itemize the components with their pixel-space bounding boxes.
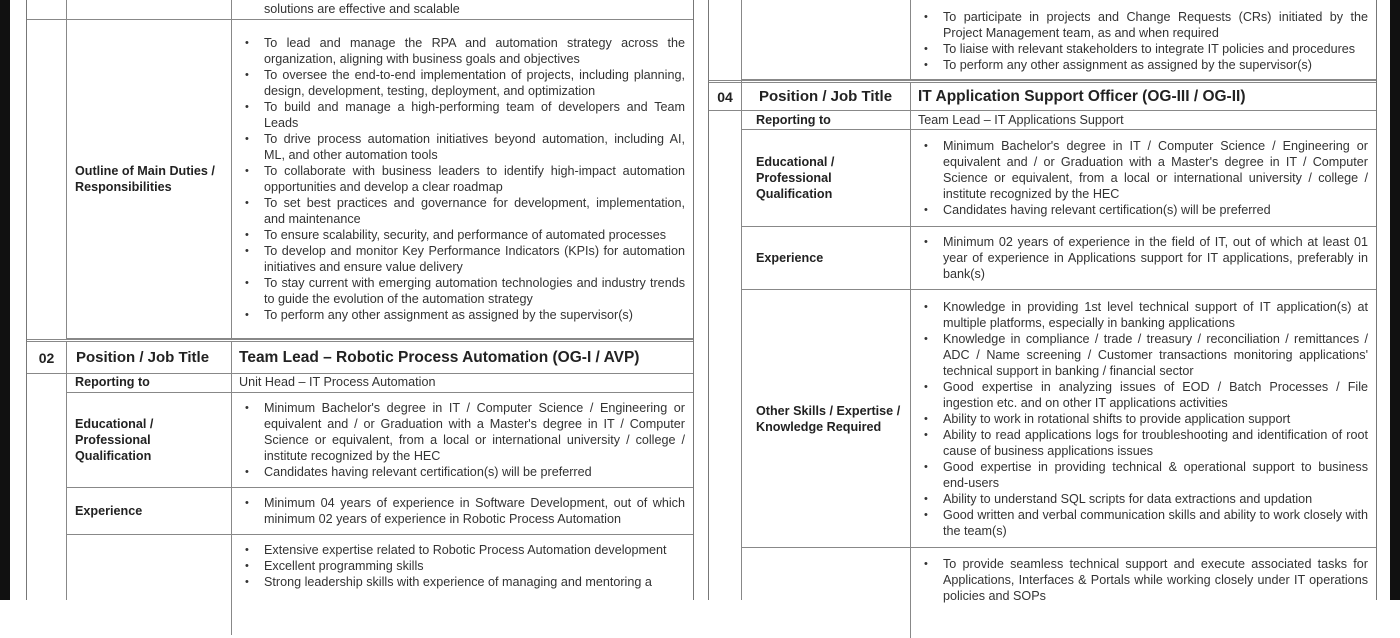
reporting-value: Team Lead – IT Applications Support bbox=[918, 112, 1124, 127]
experience-label: Experience bbox=[756, 251, 824, 265]
duty-item: • To build and manage a high-performing team of developers and Team Leads bbox=[264, 99, 685, 131]
skill-item: • Ability to understand SQL scripts for data extractions and updation bbox=[943, 491, 1368, 507]
prev-row bbox=[27, 0, 693, 20]
experience-content bbox=[231, 488, 693, 534]
left-job-table bbox=[26, 0, 694, 600]
education-item: • Minimum Bachelor's degree in IT / Computer Science / Engineering or equivalent and / or Graduation with a Master's degree in IT / Computer Science or equivalent, from a local or international university / college / institute recognized by the HEC bbox=[943, 138, 1368, 202]
skill-item: • Strong leadership skills with experience of managing and mentoring a bbox=[264, 574, 685, 590]
skills-content bbox=[231, 535, 693, 635]
skills-row bbox=[66, 535, 693, 635]
duty-item: • To collaborate with business leaders to identify high-impact automation opportunities and develop a clear roadmap bbox=[264, 163, 685, 195]
education-item: • Minimum Bachelor's degree in IT / Computer Science / Engineering or equivalent and / or Graduation with a Master's degree in IT / Computer Science or equivalent, from a local or international university / college / institute recognized by the HEC bbox=[264, 400, 685, 464]
experience-content bbox=[910, 227, 1376, 289]
skill-item: • Good written and verbal communication skills and ability to work closely with the team(s) bbox=[943, 507, 1368, 539]
education-content bbox=[231, 393, 693, 487]
duties-row bbox=[741, 548, 1376, 638]
education-content bbox=[910, 130, 1376, 226]
page-edge-left bbox=[0, 0, 10, 600]
position-title: IT Application Support Officer (OG-III / OG-II) bbox=[918, 87, 1246, 105]
prev-text: solutions are effective and scalable bbox=[264, 2, 460, 16]
duties-content bbox=[231, 20, 693, 338]
skill-item: • Excellent programming skills bbox=[264, 558, 685, 574]
duty-item: • To liaise with relevant stakeholders to integrate IT policies and procedures bbox=[943, 41, 1368, 57]
skill-item: • Ability to read applications logs for troubleshooting and identification of root cause of business applications issues bbox=[943, 427, 1368, 459]
duty-item: • To drive process automation initiatives beyond automation, including AI, ML, and other automation tools bbox=[264, 131, 685, 163]
page-edge-right bbox=[1390, 0, 1400, 600]
reporting-value: Unit Head – IT Process Automation bbox=[239, 375, 436, 389]
duty-item: • To participate in projects and Change Requests (CRs) initiated by the Project Management team, as and when required bbox=[943, 9, 1368, 41]
prev-content bbox=[910, 0, 1376, 79]
skills-row bbox=[741, 290, 1376, 548]
skill-item: • Extensive expertise related to Robotic Process Automation development bbox=[264, 542, 685, 558]
duty-item: • To perform any other assignment as assigned by the supervisor(s) bbox=[264, 307, 685, 323]
position-number: 02 bbox=[38, 349, 55, 366]
skill-item: • Good expertise in analyzing issues of EOD / Batch Processes / File ingestion etc. and on other IT applications activities bbox=[943, 379, 1368, 411]
experience-item: • Minimum 02 years of experience in the field of IT, out of which at least 01 year of experience in Applications support for IT applications, preferably in bank(s) bbox=[943, 234, 1368, 282]
experience-row bbox=[66, 488, 693, 535]
experience-label: Experience bbox=[75, 504, 143, 518]
skill-item: • Good expertise in providing technical & operational support to business end-users bbox=[943, 459, 1368, 491]
duty-item: • To develop and monitor Key Performance Indicators (KPIs) for automation initiatives and ensure value delivery bbox=[264, 243, 685, 275]
experience-row bbox=[741, 227, 1376, 290]
position-title: Team Lead – Robotic Process Automation (OG-I / AVP) bbox=[239, 348, 640, 366]
reporting-row bbox=[741, 110, 1376, 130]
education-row bbox=[66, 393, 693, 488]
duty-item: • To ensure scalability, security, and performance of automated processes bbox=[264, 227, 685, 243]
duty-item: • To oversee the end-to-end implementation of projects, including planning, design, development, testing, deployment, and optimization bbox=[264, 67, 685, 99]
skills-content bbox=[910, 290, 1376, 547]
education-item: • Candidates having relevant certification(s) will be preferred bbox=[943, 202, 1368, 218]
skills-label: Other Skills / Expertise / Knowledge Required bbox=[756, 403, 901, 434]
education-label: Educational / Professional Qualification bbox=[75, 417, 154, 463]
duties-row bbox=[66, 20, 693, 339]
education-label: Educational / Professional Qualification bbox=[756, 155, 835, 201]
skill-item: • Ability to work in rotational shifts to provide application support bbox=[943, 411, 1368, 427]
position-label: Position / Job Title bbox=[759, 88, 893, 105]
education-item: • Candidates having relevant certification(s) will be preferred bbox=[264, 464, 685, 480]
education-row bbox=[741, 130, 1376, 227]
position-label: Position / Job Title bbox=[76, 349, 210, 366]
duty-item: • To set best practices and governance for development, implementation, and maintenance bbox=[264, 195, 685, 227]
prev-row bbox=[741, 0, 1376, 80]
position-04-header bbox=[709, 80, 1376, 111]
reporting-label: Reporting to bbox=[756, 112, 831, 127]
duties-label: Outline of Main Duties / Responsibilities bbox=[75, 164, 215, 194]
position-02-header bbox=[27, 339, 693, 374]
right-job-table bbox=[708, 0, 1377, 603]
duty-item: • To stay current with emerging automation technologies and industry trends to guide the evolution of the automation strategy bbox=[264, 275, 685, 307]
skill-item: • Knowledge in compliance / trade / treasury / reconciliation / remittances / ADC / Name screening / Customer transactions monitoring applications' technical support in banking / financial sector bbox=[943, 331, 1368, 379]
skill-item: • Knowledge in providing 1st level technical support of IT application(s) at multiple platforms, especially in banking applications bbox=[943, 299, 1368, 331]
experience-item: • Minimum 04 years of experience in Software Development, out of which minimum 02 years of experience in Robotic Process Automation bbox=[264, 495, 685, 527]
reporting-label: Reporting to bbox=[75, 375, 150, 389]
duties-content bbox=[910, 548, 1376, 638]
duty-item: • To lead and manage the RPA and automation strategy across the organization, aligning with business goals and objectives bbox=[264, 35, 685, 67]
position-number: 04 bbox=[717, 88, 733, 105]
duty-item: • To provide seamless technical support and execute associated tasks for Applications, Interfaces & Portals while working closely under IT operations policies and SOPs bbox=[943, 556, 1368, 604]
duty-item: • To perform any other assignment as assigned by the supervisor(s) bbox=[943, 57, 1368, 73]
reporting-row bbox=[66, 372, 693, 393]
